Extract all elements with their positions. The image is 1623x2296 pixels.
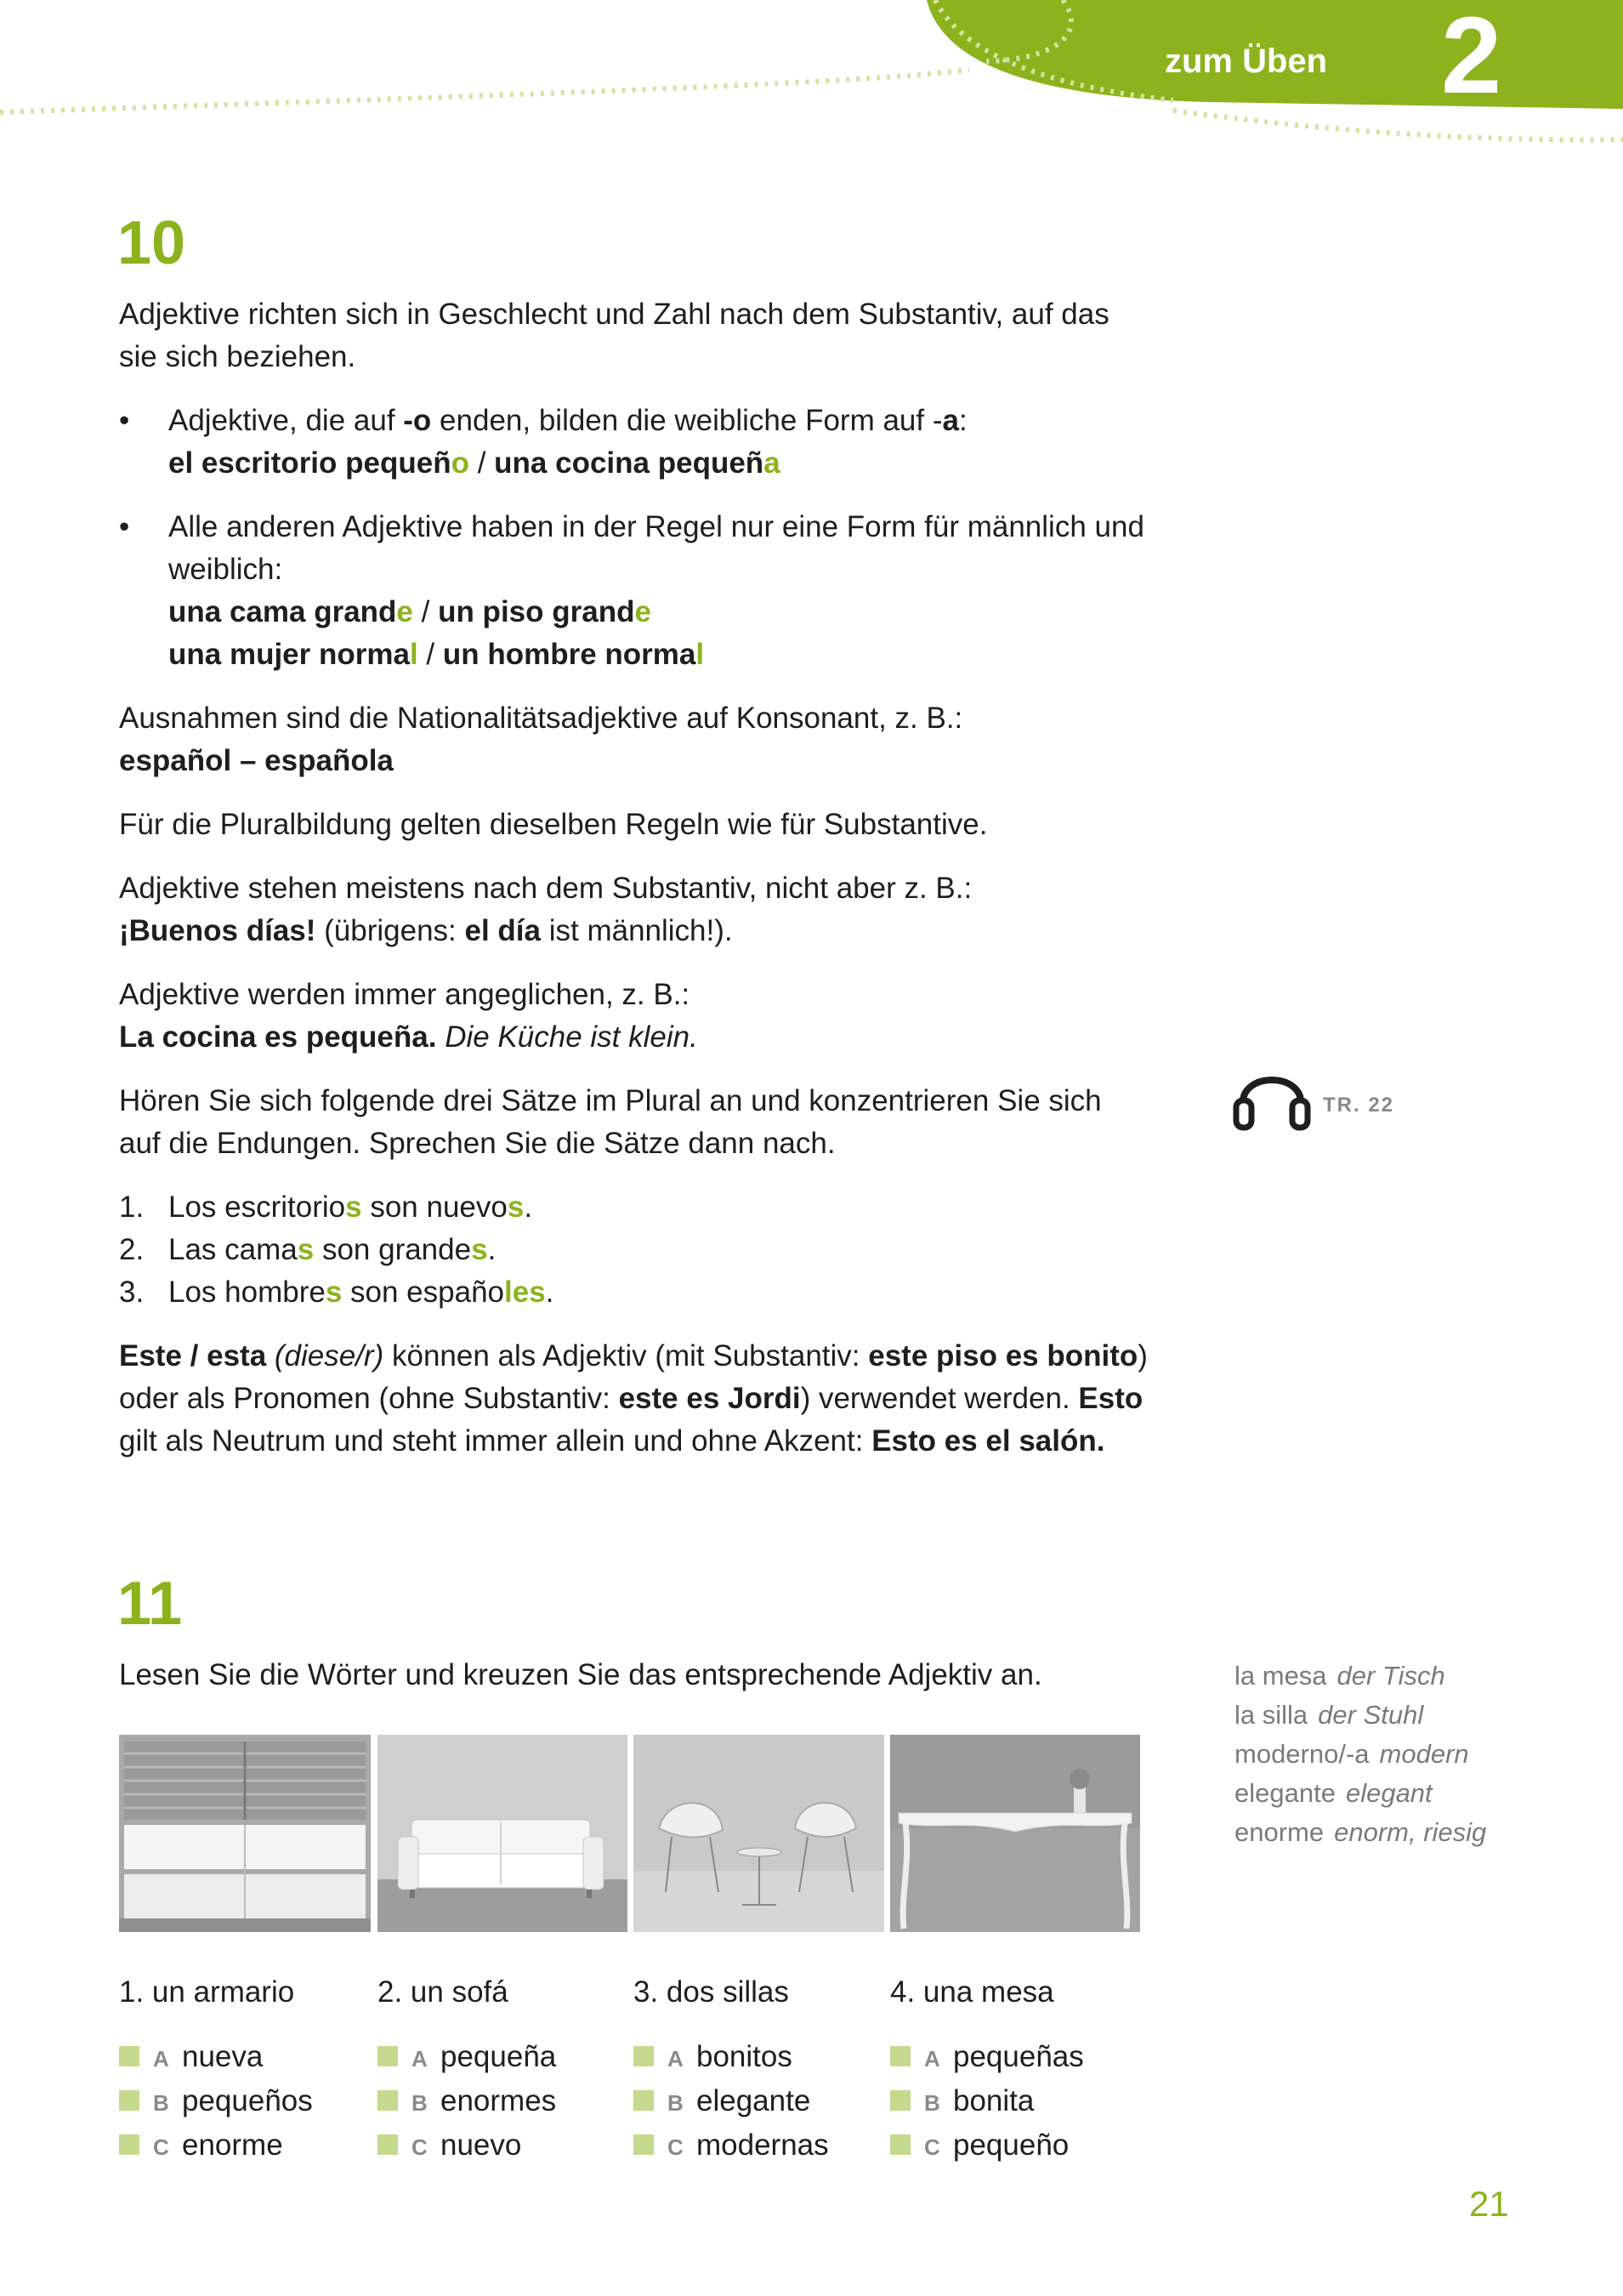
checkbox[interactable]: [119, 2134, 139, 2155]
question-label: 1. un armario: [119, 1975, 295, 2009]
vocab-item: moderno/-a modern: [1234, 1739, 1469, 1769]
header-title: zum Üben: [1165, 43, 1328, 80]
vocab-item: la mesa der Tisch: [1234, 1661, 1445, 1691]
page-number: 21: [1469, 2184, 1509, 2224]
question-label: 4. una mesa: [890, 1975, 1054, 2009]
exceptions-paragraph: Ausnahmen sind die Nationalitätsadjektive auf Konsonant, z. B.: español – española: [119, 702, 963, 777]
section-11-number: 11: [117, 1570, 183, 1638]
headphones-icon[interactable]: [1231, 1056, 1313, 1133]
chairs-photo: [633, 1735, 884, 1932]
listen-instruction: Hören Sie sich folgende drei Sätze im Plural an und konzentrieren Sie sich auf die Endungen. Sprechen Sie die Sätze dann nach.: [119, 1084, 1102, 1160]
checkbox[interactable]: [377, 2134, 398, 2155]
quiz-question-2: [377, 1971, 556, 2168]
option-2b[interactable]: B enormes: [377, 2080, 556, 2124]
quiz-question-4: [890, 1971, 1084, 2168]
option-1a[interactable]: A nueva: [119, 2036, 313, 2080]
example-sentences: [119, 1186, 1148, 1314]
option-4b[interactable]: B bonita: [890, 2080, 1084, 2124]
vocabulary-list: [1234, 1657, 1486, 1852]
sentence-3: 3. Los hombres son españoles.: [119, 1276, 554, 1309]
checkbox[interactable]: [633, 2134, 654, 2155]
sentence-1: 1. Los escritorios son nuevos.: [119, 1191, 533, 1224]
sentence-2: 2. Las camas son grandes.: [119, 1233, 497, 1266]
quiz-question-1: [119, 1971, 313, 2168]
checkbox[interactable]: [890, 2134, 911, 2155]
quiz-question-3: [633, 1971, 829, 2168]
position-paragraph: Adjektive stehen meistens nach dem Substantiv, nicht aber z. B.: ¡Buenos días! (übrigens: el día ist männlich!).: [119, 872, 973, 947]
option-4c[interactable]: C pequeño: [890, 2124, 1084, 2168]
bullet-2: Alle anderen Adjektive haben in der Regel nur eine Form für männlich und weiblich: una cama grande / un piso grande una mujer normal / un hombre normal: [168, 510, 1144, 671]
demonstrative-paragraph: Este / esta (diese/r) können als Adjektiv (mit Substantiv: este piso es bonito) oder als Pronomen (ohne Substantiv: este es Jordi) verwendet werden. Esto gilt als Neutrum und steht immer allein und ohne Akzent: Esto es el salón.: [119, 1339, 1148, 1458]
checkbox[interactable]: [633, 2090, 654, 2111]
option-2c[interactable]: C nuevo: [377, 2124, 556, 2168]
chapter-number: 2: [1441, 0, 1502, 117]
wardrobe-photo: [119, 1735, 371, 1932]
section-11-instruction: Lesen Sie die Wörter und kreuzen Sie das entsprechende Adjektiv an.: [119, 1658, 1042, 1691]
section-10-intro: Adjektive richten sich in Geschlecht und Zahl nach dem Substantiv, auf das sie sich beziehen.: [119, 298, 1109, 373]
checkbox[interactable]: [633, 2046, 654, 2066]
option-1c[interactable]: C enorme: [119, 2124, 313, 2168]
vocab-item: elegante elegant: [1234, 1778, 1433, 1808]
option-3a[interactable]: A bonitos: [633, 2036, 829, 2080]
audio-track-label: TR. 22: [1323, 1094, 1395, 1117]
vocab-item: la silla der Stuhl: [1234, 1700, 1424, 1730]
option-1b[interactable]: B pequeños: [119, 2080, 313, 2124]
question-label: 2. un sofá: [377, 1975, 508, 2009]
checkbox[interactable]: [890, 2046, 911, 2066]
option-2a[interactable]: A pequeña: [377, 2036, 556, 2080]
table-photo: [890, 1735, 1140, 1932]
header-decoration: [0, 0, 1623, 170]
section-10-number: 10: [117, 209, 186, 277]
plural-paragraph: Für die Pluralbildung gelten dieselben Regeln wie für Substantive.: [119, 808, 988, 841]
checkbox[interactable]: [377, 2046, 398, 2066]
checkbox[interactable]: [377, 2090, 398, 2111]
option-4a[interactable]: A pequeñas: [890, 2036, 1084, 2080]
vocab-item: enorme enorm, riesig: [1234, 1817, 1487, 1847]
checkbox[interactable]: [119, 2090, 139, 2111]
option-3b[interactable]: B elegante: [633, 2080, 829, 2124]
question-label: 3. dos sillas: [633, 1975, 789, 2009]
option-3c[interactable]: C modernas: [633, 2124, 829, 2168]
bullet-marker: •: [119, 510, 130, 543]
bullet-1: Adjektive, die auf -o enden, bilden die weibliche Form auf -a: el escritorio pequeño / una cocina pequeña: [168, 404, 968, 480]
agreement-paragraph: Adjektive werden immer angeglichen, z. B.: La cocina es pequeña. Die Küche ist klein.: [119, 978, 698, 1054]
checkbox[interactable]: [890, 2090, 911, 2111]
sofa-photo: [377, 1735, 627, 1932]
checkbox[interactable]: [119, 2046, 139, 2066]
bullet-marker: •: [119, 404, 130, 437]
